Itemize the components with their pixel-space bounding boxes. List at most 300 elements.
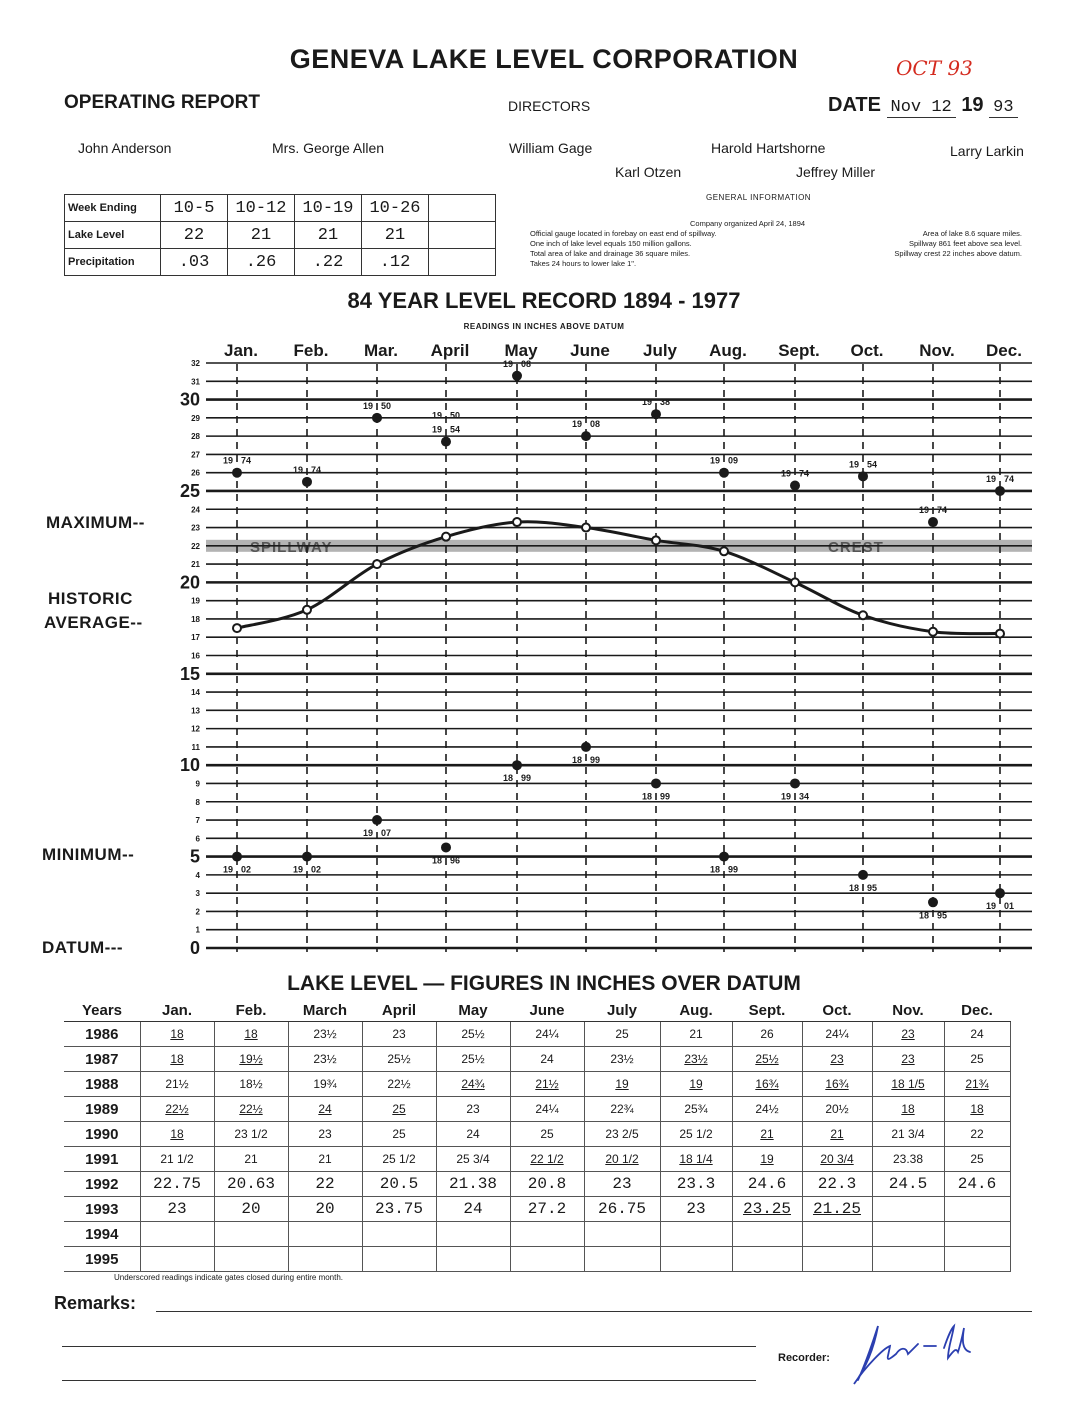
- max-year-label: 74: [937, 505, 948, 516]
- general-info-line: Total area of lake and drainage 36 square miles.: [530, 249, 691, 258]
- level-cell: 25: [944, 1047, 1010, 1072]
- y-tick-label: 26: [191, 468, 200, 478]
- max-year-label: 19: [848, 459, 859, 470]
- week-ending-cell: 10-19: [295, 195, 362, 222]
- table-row: [64, 1072, 1010, 1097]
- chart-title: 84 YEAR LEVEL RECORD 1894 - 1977: [347, 288, 741, 313]
- month-header: March: [288, 1000, 362, 1022]
- y-tick-label: 0: [189, 938, 200, 958]
- y-tick-label: 22: [191, 541, 200, 551]
- level-cell: [802, 1222, 872, 1247]
- month-label: May: [504, 341, 538, 360]
- min-year-label: 18: [641, 791, 652, 802]
- level-cell: 25: [510, 1122, 584, 1147]
- level-cell: 23: [288, 1122, 362, 1147]
- min-year-label: 99: [728, 864, 739, 875]
- month-label: Dec.: [986, 341, 1022, 360]
- y-tick-label: 30: [179, 389, 200, 410]
- table-row: [64, 1147, 1010, 1172]
- table-row: [64, 1197, 1010, 1222]
- max-year-label: 19: [571, 419, 582, 430]
- max-point: [441, 437, 451, 447]
- month-header: Oct.: [802, 1000, 872, 1022]
- max-year-label: 19: [431, 424, 442, 435]
- level-cell: 22¾: [584, 1097, 660, 1122]
- level-cell: 23: [872, 1047, 944, 1072]
- general-info-line: Area of lake 8.6 square miles.: [922, 229, 1022, 238]
- level-cell: [436, 1222, 510, 1247]
- max-point: [581, 431, 591, 441]
- level-cell: [660, 1222, 732, 1247]
- level-cell: 23.25: [732, 1197, 802, 1222]
- director-name: Larry Larkin: [950, 143, 1024, 159]
- year-cell: 1992: [64, 1172, 140, 1197]
- month-label: Aug.: [709, 341, 747, 360]
- month-header: May: [436, 1000, 510, 1022]
- table-row: [64, 1097, 1010, 1122]
- year-cell: 1994: [64, 1222, 140, 1247]
- level-cell: [140, 1247, 214, 1272]
- table-row: [64, 1222, 1010, 1247]
- average-point: [303, 606, 311, 614]
- level-cell: 21: [802, 1122, 872, 1147]
- level-cell: 18 1/5: [872, 1072, 944, 1097]
- min-year-label: 95: [867, 882, 878, 893]
- level-cell: 20.5: [362, 1172, 436, 1197]
- max-year-label: 19: [431, 410, 442, 421]
- min-point: [858, 870, 868, 880]
- week-ending-label: Week Ending: [65, 195, 161, 222]
- spillway-label: SPILLWAY: [250, 538, 333, 556]
- level-cell: 18: [140, 1047, 214, 1072]
- table-row: [64, 1247, 1010, 1272]
- y-tick-label: 6: [195, 834, 200, 844]
- remarks-line: [62, 1346, 756, 1347]
- month-label: Oct.: [850, 341, 884, 360]
- datum-label: DATUM---: [42, 938, 124, 957]
- precipitation-label: Precipitation: [65, 249, 161, 276]
- max-year-label: 74: [799, 468, 810, 479]
- week-ending-row: [65, 195, 496, 222]
- level-cell: 18: [944, 1097, 1010, 1122]
- date-label: DATE: [828, 94, 881, 116]
- y-tick-label: 31: [191, 377, 200, 387]
- max-year-label: 54: [867, 459, 878, 470]
- weekly-table: [64, 194, 496, 276]
- table-row: [64, 1022, 1010, 1047]
- level-cell: 19: [584, 1072, 660, 1097]
- lake-level-cell: [429, 222, 496, 249]
- level-cell: [660, 1247, 732, 1272]
- general-info-heading: GENERAL INFORMATION: [706, 193, 812, 202]
- level-cell: 23: [584, 1172, 660, 1197]
- max-point: [302, 477, 312, 487]
- min-year-label: 19: [780, 791, 791, 802]
- average-point: [720, 547, 728, 555]
- level-chart: [0, 330, 1088, 970]
- min-year-label: 18: [918, 910, 929, 921]
- max-year-label: 74: [311, 464, 322, 475]
- level-cell: 24.6: [944, 1172, 1010, 1197]
- level-cell: 18: [214, 1022, 288, 1047]
- lake-level-cell: 21: [362, 222, 429, 249]
- level-cell: 19: [660, 1072, 732, 1097]
- level-cell: 16¾: [732, 1072, 802, 1097]
- min-year-label: 18: [571, 754, 582, 765]
- level-cell: 20 3/4: [802, 1147, 872, 1172]
- min-year-label: 02: [241, 864, 252, 875]
- average-point: [233, 624, 241, 632]
- month-label: Nov.: [919, 341, 955, 360]
- level-cell: [214, 1222, 288, 1247]
- general-info-organized: Company organized April 24, 1894: [690, 219, 806, 228]
- recorder-label: Recorder:: [778, 1352, 830, 1364]
- min-year-label: 07: [381, 828, 392, 839]
- level-cell: 23 2/5: [584, 1122, 660, 1147]
- level-cell: 27.2: [510, 1197, 584, 1222]
- level-cell: [732, 1247, 802, 1272]
- table-footnote: Underscored readings indicate gates closed during entire month.: [114, 1273, 344, 1282]
- lake-table-title: LAKE LEVEL — FIGURES IN INCHES OVER DATUM: [287, 972, 801, 995]
- min-year-label: 18: [848, 882, 859, 893]
- level-cell: 23 1/2: [214, 1122, 288, 1147]
- week-ending-cell: 10-5: [161, 195, 228, 222]
- date-value: Nov 12: [887, 98, 956, 118]
- average-line: [237, 522, 1000, 634]
- max-year-label: 08: [521, 358, 532, 369]
- month-label: Sept.: [778, 341, 820, 360]
- level-cell: 23.38: [872, 1147, 944, 1172]
- remarks-line: [62, 1380, 756, 1381]
- date-year: 93: [989, 98, 1017, 118]
- level-cell: 23½: [660, 1047, 732, 1072]
- y-tick-label: 2: [195, 907, 200, 917]
- max-year-label: 19: [641, 397, 652, 408]
- month-header: Nov.: [872, 1000, 944, 1022]
- level-cell: 21 3/4: [872, 1122, 944, 1147]
- level-cell: 21¾: [944, 1072, 1010, 1097]
- month-label: Feb.: [293, 341, 329, 360]
- average-point: [652, 536, 660, 544]
- level-cell: 25½: [436, 1047, 510, 1072]
- recorder-signature: [844, 1318, 974, 1390]
- level-cell: 25: [362, 1122, 436, 1147]
- level-cell: 18: [140, 1122, 214, 1147]
- director-name: Mrs. George Allen: [272, 140, 385, 156]
- y-tick-label: 1: [195, 925, 200, 935]
- min-year-label: 18: [431, 855, 442, 866]
- max-point: [512, 371, 522, 381]
- max-year-label: 19: [222, 455, 233, 466]
- general-info-line: Spillway 861 feet above sea level.: [909, 239, 1022, 248]
- level-cell: [436, 1247, 510, 1272]
- level-cell: 19¾: [288, 1072, 362, 1097]
- y-tick-label: 16: [191, 651, 200, 661]
- lake-level-row: [65, 222, 496, 249]
- level-cell: [510, 1247, 584, 1272]
- y-tick-label: 11: [191, 742, 200, 752]
- max-year-label: 19: [918, 505, 929, 516]
- level-cell: [362, 1222, 436, 1247]
- month-label: July: [642, 341, 678, 360]
- lake-level-cell: 21: [295, 222, 362, 249]
- level-cell: 23½: [584, 1047, 660, 1072]
- min-point: [232, 852, 242, 862]
- min-year-label: 99: [660, 791, 671, 802]
- max-year-label: 19: [362, 400, 373, 411]
- level-cell: 25¾: [660, 1097, 732, 1122]
- max-year-label: 74: [1004, 473, 1015, 484]
- max-point: [372, 413, 382, 423]
- level-cell: 22½: [214, 1097, 288, 1122]
- year-cell: 1987: [64, 1047, 140, 1072]
- month-header: Sept.: [732, 1000, 802, 1022]
- average-point: [582, 524, 590, 532]
- year-cell: 1988: [64, 1072, 140, 1097]
- min-point: [372, 815, 382, 825]
- level-cell: [510, 1222, 584, 1247]
- min-year-label: 95: [937, 910, 948, 921]
- level-cell: 20.63: [214, 1172, 288, 1197]
- min-year-label: 19: [362, 828, 373, 839]
- maximum-label: MAXIMUM--: [46, 513, 145, 532]
- general-info-line: Spillway crest 22 inches above datum.: [894, 249, 1022, 258]
- level-cell: 18½: [214, 1072, 288, 1097]
- level-cell: 22.75: [140, 1172, 214, 1197]
- level-cell: 22: [944, 1122, 1010, 1147]
- max-point: [232, 468, 242, 478]
- level-cell: 20½: [802, 1097, 872, 1122]
- y-tick-label: 7: [195, 816, 200, 826]
- director-name: Harold Hartshorne: [711, 140, 826, 156]
- y-tick-label: 28: [191, 432, 200, 442]
- y-tick-label: 23: [191, 523, 200, 533]
- chart-subtitle: READINGS IN INCHES ABOVE DATUM: [463, 322, 625, 331]
- general-info-right: [812, 229, 1022, 259]
- min-year-label: 99: [590, 754, 601, 765]
- minimum-label: MINIMUM--: [42, 845, 135, 864]
- level-cell: 22½: [362, 1072, 436, 1097]
- level-cell: 23: [436, 1097, 510, 1122]
- level-cell: 20 1/2: [584, 1147, 660, 1172]
- y-tick-label: 24: [191, 505, 200, 515]
- average-label: AVERAGE--: [44, 613, 143, 632]
- precipitation-cell: .12: [362, 249, 429, 276]
- level-cell: 25 1/2: [660, 1122, 732, 1147]
- min-year-label: 34: [799, 791, 810, 802]
- precipitation-row: [65, 249, 496, 276]
- year-cell: 1990: [64, 1122, 140, 1147]
- year-cell: 1986: [64, 1022, 140, 1047]
- y-tick-label: 21: [191, 560, 200, 570]
- y-tick-label: 18: [191, 614, 200, 624]
- level-cell: 18 1/4: [660, 1147, 732, 1172]
- level-cell: 26: [732, 1022, 802, 1047]
- max-year-label: 74: [241, 455, 252, 466]
- min-point: [790, 778, 800, 788]
- level-cell: 24¼: [510, 1097, 584, 1122]
- director-name: William Gage: [509, 140, 593, 156]
- max-year-label: 19: [985, 473, 996, 484]
- general-info-line: One inch of lake level equals 150 million gallons.: [530, 239, 692, 248]
- level-cell: [944, 1247, 1010, 1272]
- min-point: [995, 888, 1005, 898]
- date-block: [828, 94, 1018, 118]
- level-cell: 20: [288, 1197, 362, 1222]
- year-cell: 1991: [64, 1147, 140, 1172]
- month-label: Mar.: [363, 341, 399, 360]
- y-tick-label: 20: [179, 572, 200, 593]
- average-point: [373, 560, 381, 568]
- precipitation-cell: [429, 249, 496, 276]
- week-ending-cell: [429, 195, 496, 222]
- year-cell: 1993: [64, 1197, 140, 1222]
- handwritten-note: OCT 93: [896, 56, 973, 80]
- lake-level-cell: 21: [228, 222, 295, 249]
- level-cell: [944, 1197, 1010, 1222]
- month-header: April: [362, 1000, 436, 1022]
- max-year-label: 50: [450, 410, 461, 421]
- level-cell: 21: [214, 1147, 288, 1172]
- level-cell: 18: [140, 1022, 214, 1047]
- level-cell: 20.8: [510, 1172, 584, 1197]
- level-cell: 24¼: [802, 1022, 872, 1047]
- general-info-left: [530, 229, 810, 269]
- min-year-label: 19: [292, 864, 303, 875]
- min-point: [719, 852, 729, 862]
- min-year-label: 02: [311, 864, 322, 875]
- precipitation-cell: .26: [228, 249, 295, 276]
- y-tick-label: 27: [191, 450, 200, 460]
- lake-level-cell: 22: [161, 222, 228, 249]
- month-header: Feb.: [214, 1000, 288, 1022]
- level-cell: 24: [436, 1122, 510, 1147]
- min-point: [928, 897, 938, 907]
- level-cell: 25 3/4: [436, 1147, 510, 1172]
- page-title: GENEVA LAKE LEVEL CORPORATION: [289, 44, 799, 74]
- y-tick-label: 25: [179, 480, 200, 501]
- month-header: June: [510, 1000, 584, 1022]
- max-year-label: 19: [292, 464, 303, 475]
- remarks-line: [156, 1311, 1032, 1312]
- level-cell: 23: [140, 1197, 214, 1222]
- level-cell: [732, 1222, 802, 1247]
- precipitation-cell: .22: [295, 249, 362, 276]
- level-cell: [872, 1247, 944, 1272]
- level-cell: 22 1/2: [510, 1147, 584, 1172]
- level-cell: 23: [872, 1022, 944, 1047]
- y-tick-label: 9: [195, 779, 200, 789]
- level-cell: 25: [584, 1022, 660, 1047]
- level-cell: 21 1/2: [140, 1147, 214, 1172]
- y-tick-label: 29: [191, 413, 200, 423]
- level-cell: [288, 1222, 362, 1247]
- min-year-label: 99: [521, 773, 532, 784]
- level-cell: 21: [732, 1122, 802, 1147]
- min-point: [651, 778, 661, 788]
- min-point: [302, 852, 312, 862]
- level-cell: 16¾: [802, 1072, 872, 1097]
- level-cell: 20: [214, 1197, 288, 1222]
- y-tick-label: 10: [179, 755, 200, 776]
- level-cell: 25: [944, 1147, 1010, 1172]
- level-cell: [214, 1247, 288, 1272]
- director-name: John Anderson: [78, 140, 172, 156]
- level-cell: 25½: [436, 1022, 510, 1047]
- level-cell: [584, 1247, 660, 1272]
- month-header: Jan.: [140, 1000, 214, 1022]
- average-point: [791, 578, 799, 586]
- month-header: Aug.: [660, 1000, 732, 1022]
- level-cell: 24: [436, 1197, 510, 1222]
- max-year-label: 08: [590, 419, 601, 430]
- level-cell: 22.3: [802, 1172, 872, 1197]
- level-cell: 25 1/2: [362, 1147, 436, 1172]
- level-cell: 24.5: [872, 1172, 944, 1197]
- y-tick-label: 13: [191, 706, 200, 716]
- month-label: Jan.: [223, 341, 259, 360]
- y-tick-label: 3: [195, 889, 200, 899]
- level-cell: [872, 1222, 944, 1247]
- average-point: [513, 518, 521, 526]
- level-cell: 23.75: [362, 1197, 436, 1222]
- lake-level-table: [64, 1000, 1011, 1272]
- level-cell: 22½: [140, 1097, 214, 1122]
- level-cell: 24: [944, 1022, 1010, 1047]
- level-cell: 25: [362, 1097, 436, 1122]
- max-point: [995, 486, 1005, 496]
- min-point: [441, 842, 451, 852]
- level-cell: 24½: [732, 1097, 802, 1122]
- max-point: [719, 468, 729, 478]
- directors-label: DIRECTORS: [508, 98, 591, 114]
- month-header: Dec.: [944, 1000, 1010, 1022]
- level-cell: 23½: [288, 1047, 362, 1072]
- level-cell: 19: [732, 1147, 802, 1172]
- y-tick-label: 4: [195, 870, 200, 880]
- min-point: [581, 742, 591, 752]
- y-tick-label: 32: [191, 359, 200, 368]
- y-tick-label: 12: [191, 724, 200, 734]
- level-cell: 23: [660, 1197, 732, 1222]
- level-cell: 22: [288, 1172, 362, 1197]
- level-cell: 23½: [288, 1022, 362, 1047]
- max-year-label: 54: [450, 424, 461, 435]
- min-point: [512, 760, 522, 770]
- min-year-label: 19: [222, 864, 233, 875]
- general-info-line: Takes 24 hours to lower lake 1".: [530, 259, 637, 268]
- max-point: [651, 409, 661, 419]
- level-cell: 19½: [214, 1047, 288, 1072]
- max-year-label: 09: [728, 455, 739, 466]
- y-tick-label: 8: [195, 797, 200, 807]
- average-point: [442, 533, 450, 541]
- level-cell: [362, 1247, 436, 1272]
- lake-table-body: [64, 1022, 1010, 1272]
- average-point: [996, 630, 1004, 638]
- lake-level-label: Lake Level: [65, 222, 161, 249]
- remarks-label: Remarks:: [54, 1293, 137, 1313]
- level-cell: 23: [362, 1022, 436, 1047]
- level-cell: 18: [872, 1097, 944, 1122]
- table-row: [64, 1047, 1010, 1072]
- year-cell: 1989: [64, 1097, 140, 1122]
- director-name: Jeffrey Miller: [796, 164, 876, 180]
- precipitation-cell: .03: [161, 249, 228, 276]
- level-cell: 25½: [732, 1047, 802, 1072]
- min-year-label: 19: [985, 901, 996, 912]
- month-label: April: [430, 341, 470, 360]
